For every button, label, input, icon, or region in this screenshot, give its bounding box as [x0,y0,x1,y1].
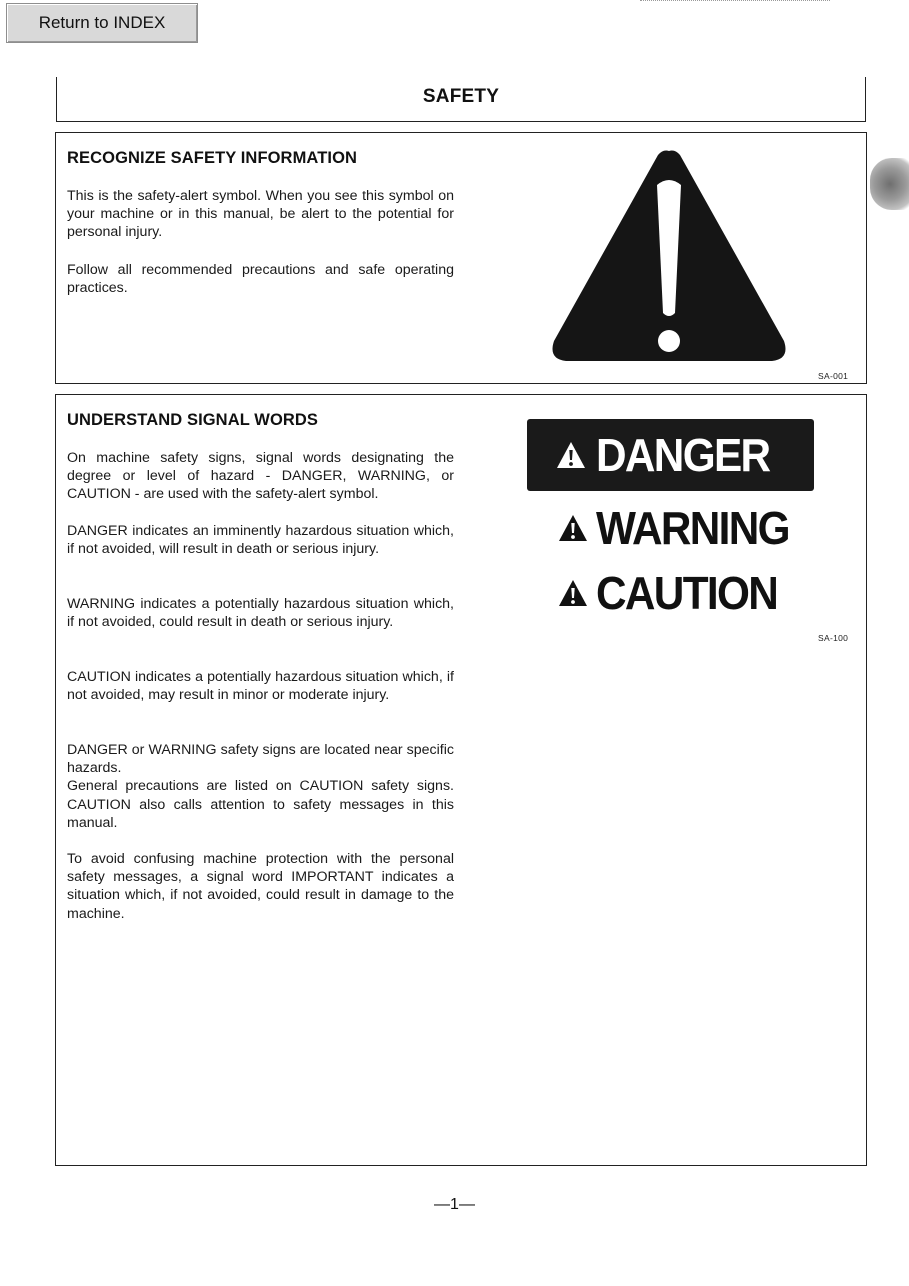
figure-code-sa-001: SA-001 [818,371,849,381]
danger-label: DANGER [596,429,770,481]
page-number: —1— [434,1196,475,1213]
signal-words-paragraph-2: DANGER indicates an imminently hazardous situation which, if not avoided, will result in death or serious injury. [67,523,454,558]
safety-alert-triangle-icon [548,145,790,367]
warning-label: WARNING [596,502,789,554]
recognize-safety-paragraph-2: Follow all recommended precautions and safe operating practices. [67,262,454,297]
caution-label: CAUTION [596,567,778,619]
recognize-safety-title: RECOGNIZE SAFETY INFORMATION [67,149,358,167]
page-title: SAFETY [422,86,500,107]
danger-sign [527,419,814,491]
header-rule [56,121,866,122]
signal-words-title: UNDERSTAND SIGNAL WORDS [67,411,319,429]
return-to-index-button[interactable]: Return to INDEX [6,3,198,43]
recognize-safety-paragraph-1: This is the safety-alert symbol. When you see this symbol on your machine or in this manual, be alert to the potential for personal injury. [67,188,454,241]
signal-words-paragraph-6: To avoid confusing machine protection with the personal safety messages, a signal word IMPORTANT indicates a situation which, if not avoided, could result in damage to the machine. [67,851,454,922]
caution-alert-icon [558,579,588,607]
caution-sign [558,567,793,619]
warning-alert-icon [558,514,588,542]
warning-sign [558,502,806,554]
top-edge-rule [640,0,830,1]
signal-words-paragraph-3: WARNING indicates a potentially hazardous situation which, if not avoided, could result in death or serious injury. [67,596,454,631]
section-tab-marker [870,158,909,210]
danger-alert-icon [556,441,586,469]
figure-code-sa-100: SA-100 [818,633,849,643]
signal-words-paragraph-5: DANGER or WARNING safety signs are located near specific hazards. General precautions are listed on CAUTION safety signs. CAUTION also calls attention to safety messages in this manual. [67,742,454,831]
signal-words-paragraph-1: On machine safety signs, signal words designating the degree or level of hazard - DANGER, WARNING, or CAUTION - are used with the safety-alert symbol. [67,450,454,503]
signal-words-paragraph-4: CAUTION indicates a potentially hazardous situation which, if not avoided, may result in minor or moderate injury. [67,669,454,704]
